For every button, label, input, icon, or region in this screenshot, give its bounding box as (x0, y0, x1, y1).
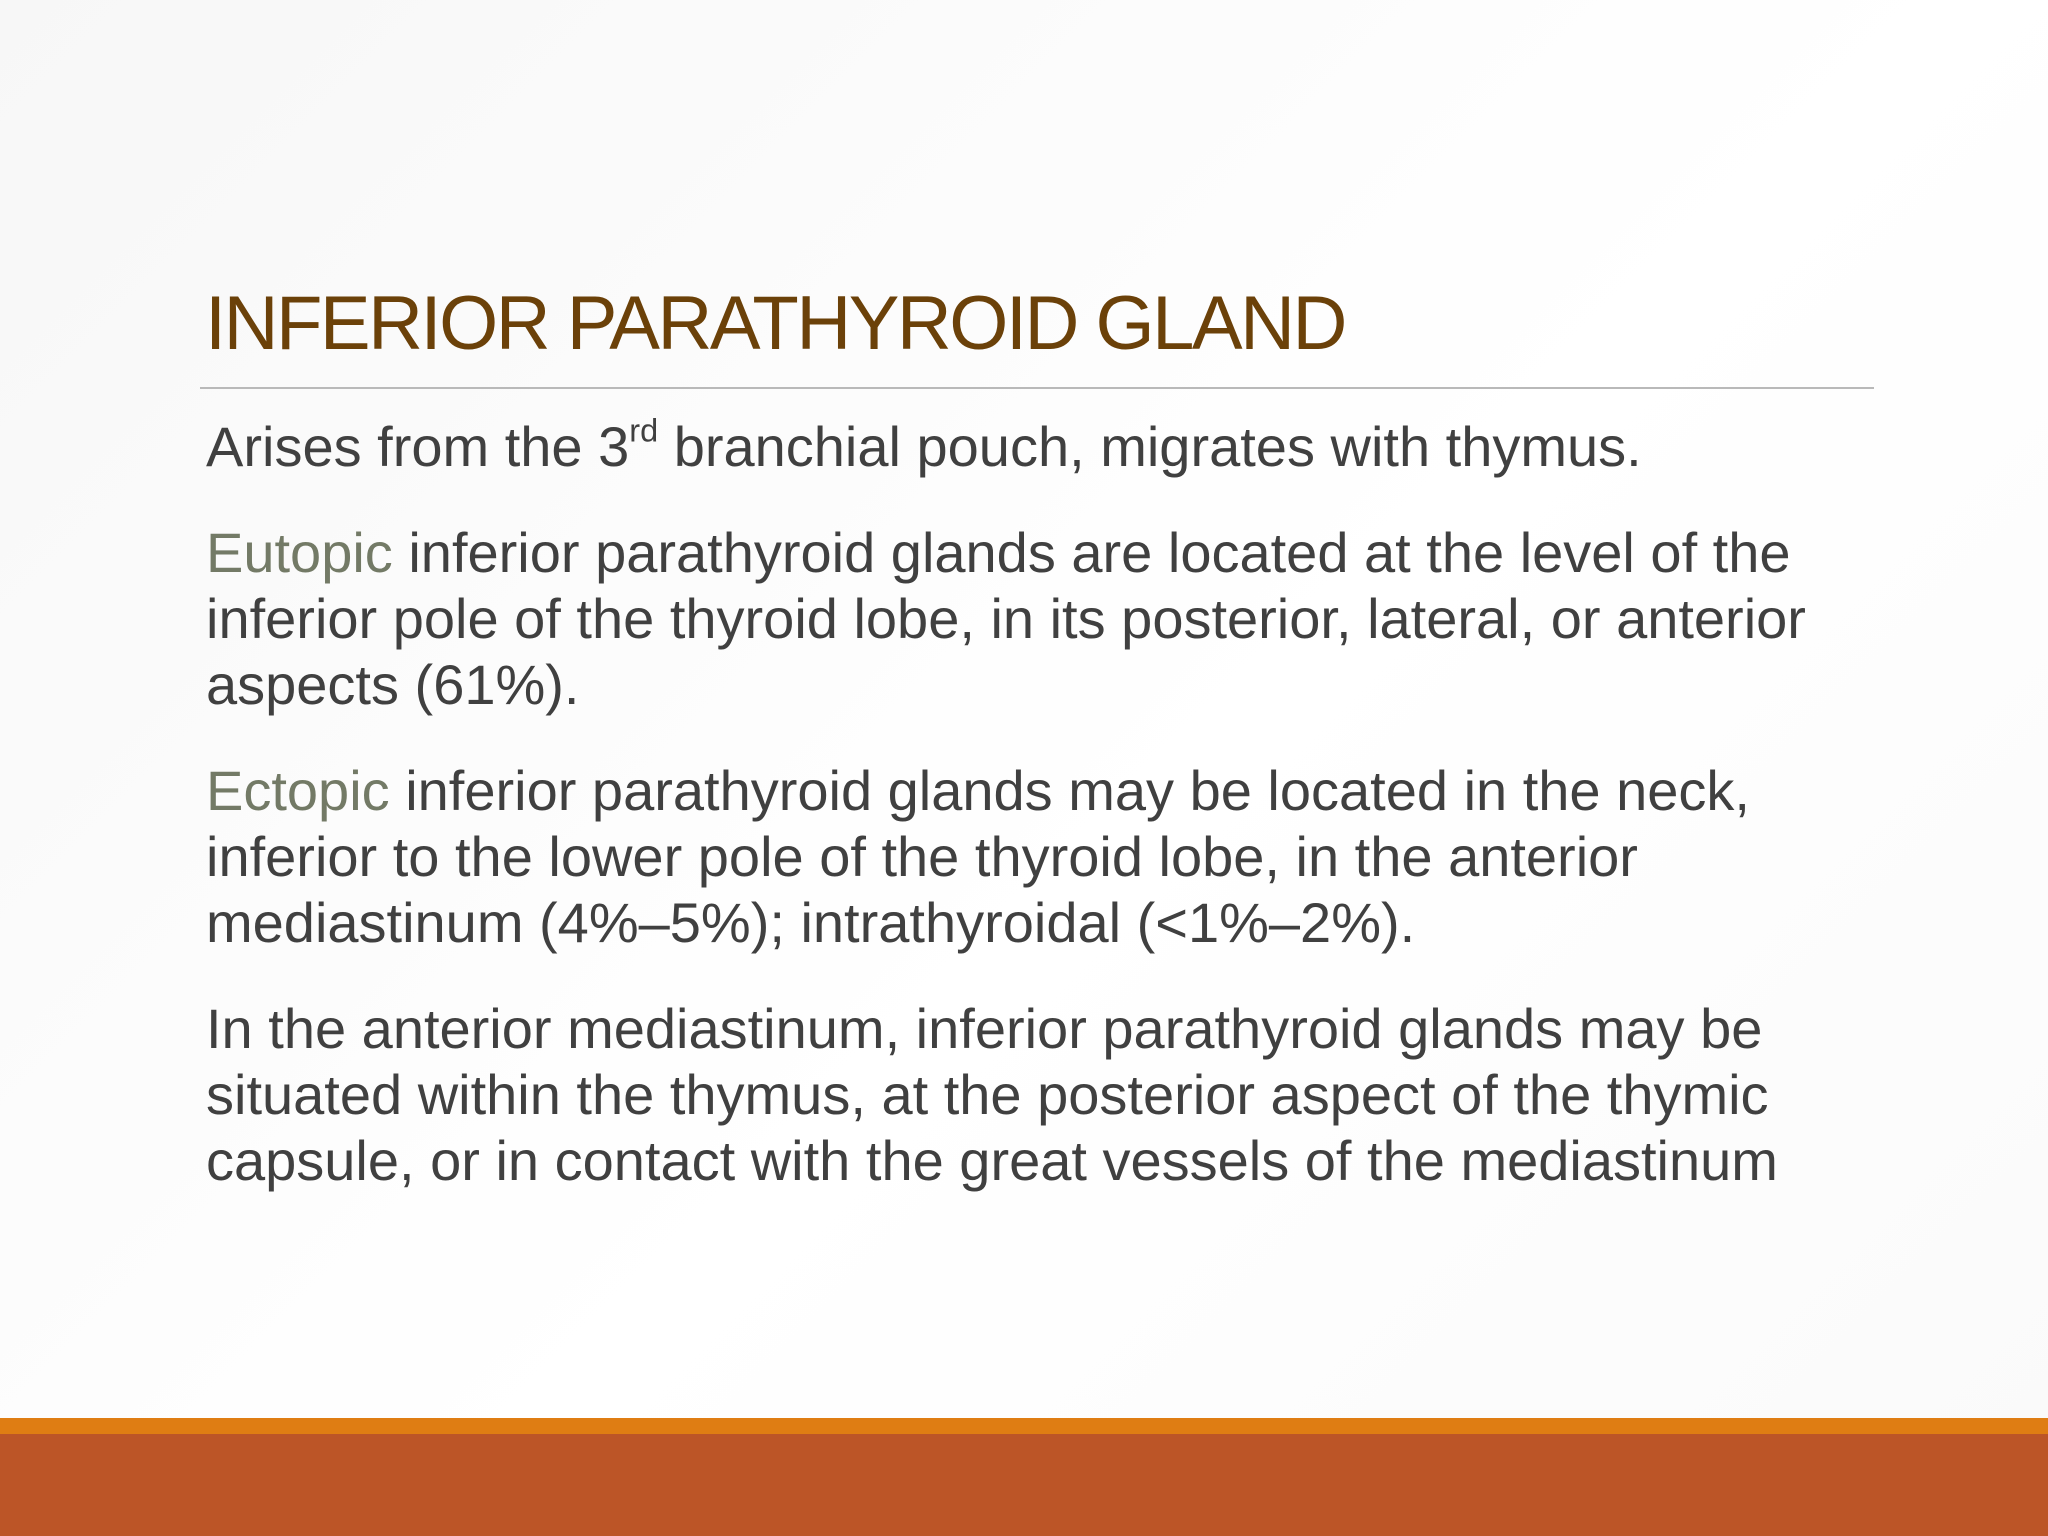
paragraph-mediastinum (206, 996, 1876, 1194)
slide-body (206, 414, 1876, 1234)
title-divider (200, 387, 1874, 389)
paragraph-eutopic (206, 520, 1876, 718)
origin-text-end: branchial pouch, migrates with thymus. (658, 415, 1642, 478)
footer-band-orange (0, 1418, 2048, 1434)
ectopic-text: inferior parathyroid glands may be located in the neck, inferior to the lower pole of the thyroid lobe, in the anterior mediastinum (4%–5%); intrathyroidal (<1%–2%). (206, 759, 1750, 954)
slide-title: INFERIOR PARATHYROID GLAND (205, 281, 1345, 366)
eutopic-term: Eutopic (206, 521, 393, 584)
paragraph-ectopic (206, 758, 1876, 956)
ordinal-suffix: rd (629, 412, 659, 449)
ectopic-term: Ectopic (206, 759, 390, 822)
paragraph-origin (206, 414, 1876, 480)
footer-band-rust (0, 1434, 2048, 1536)
eutopic-text: inferior parathyroid glands are located at the level of the inferior pole of the thyroid lobe, in its posterior, lateral, or anterior aspects (61%). (206, 521, 1806, 716)
origin-text-start: Arises from the 3 (206, 415, 630, 478)
mediastinum-text: In the anterior mediastinum, inferior parathyroid glands may be situated within the thymus, at the posterior aspect of the thymic capsule, or in contact with the great vessels of the mediastinum (206, 997, 1778, 1192)
